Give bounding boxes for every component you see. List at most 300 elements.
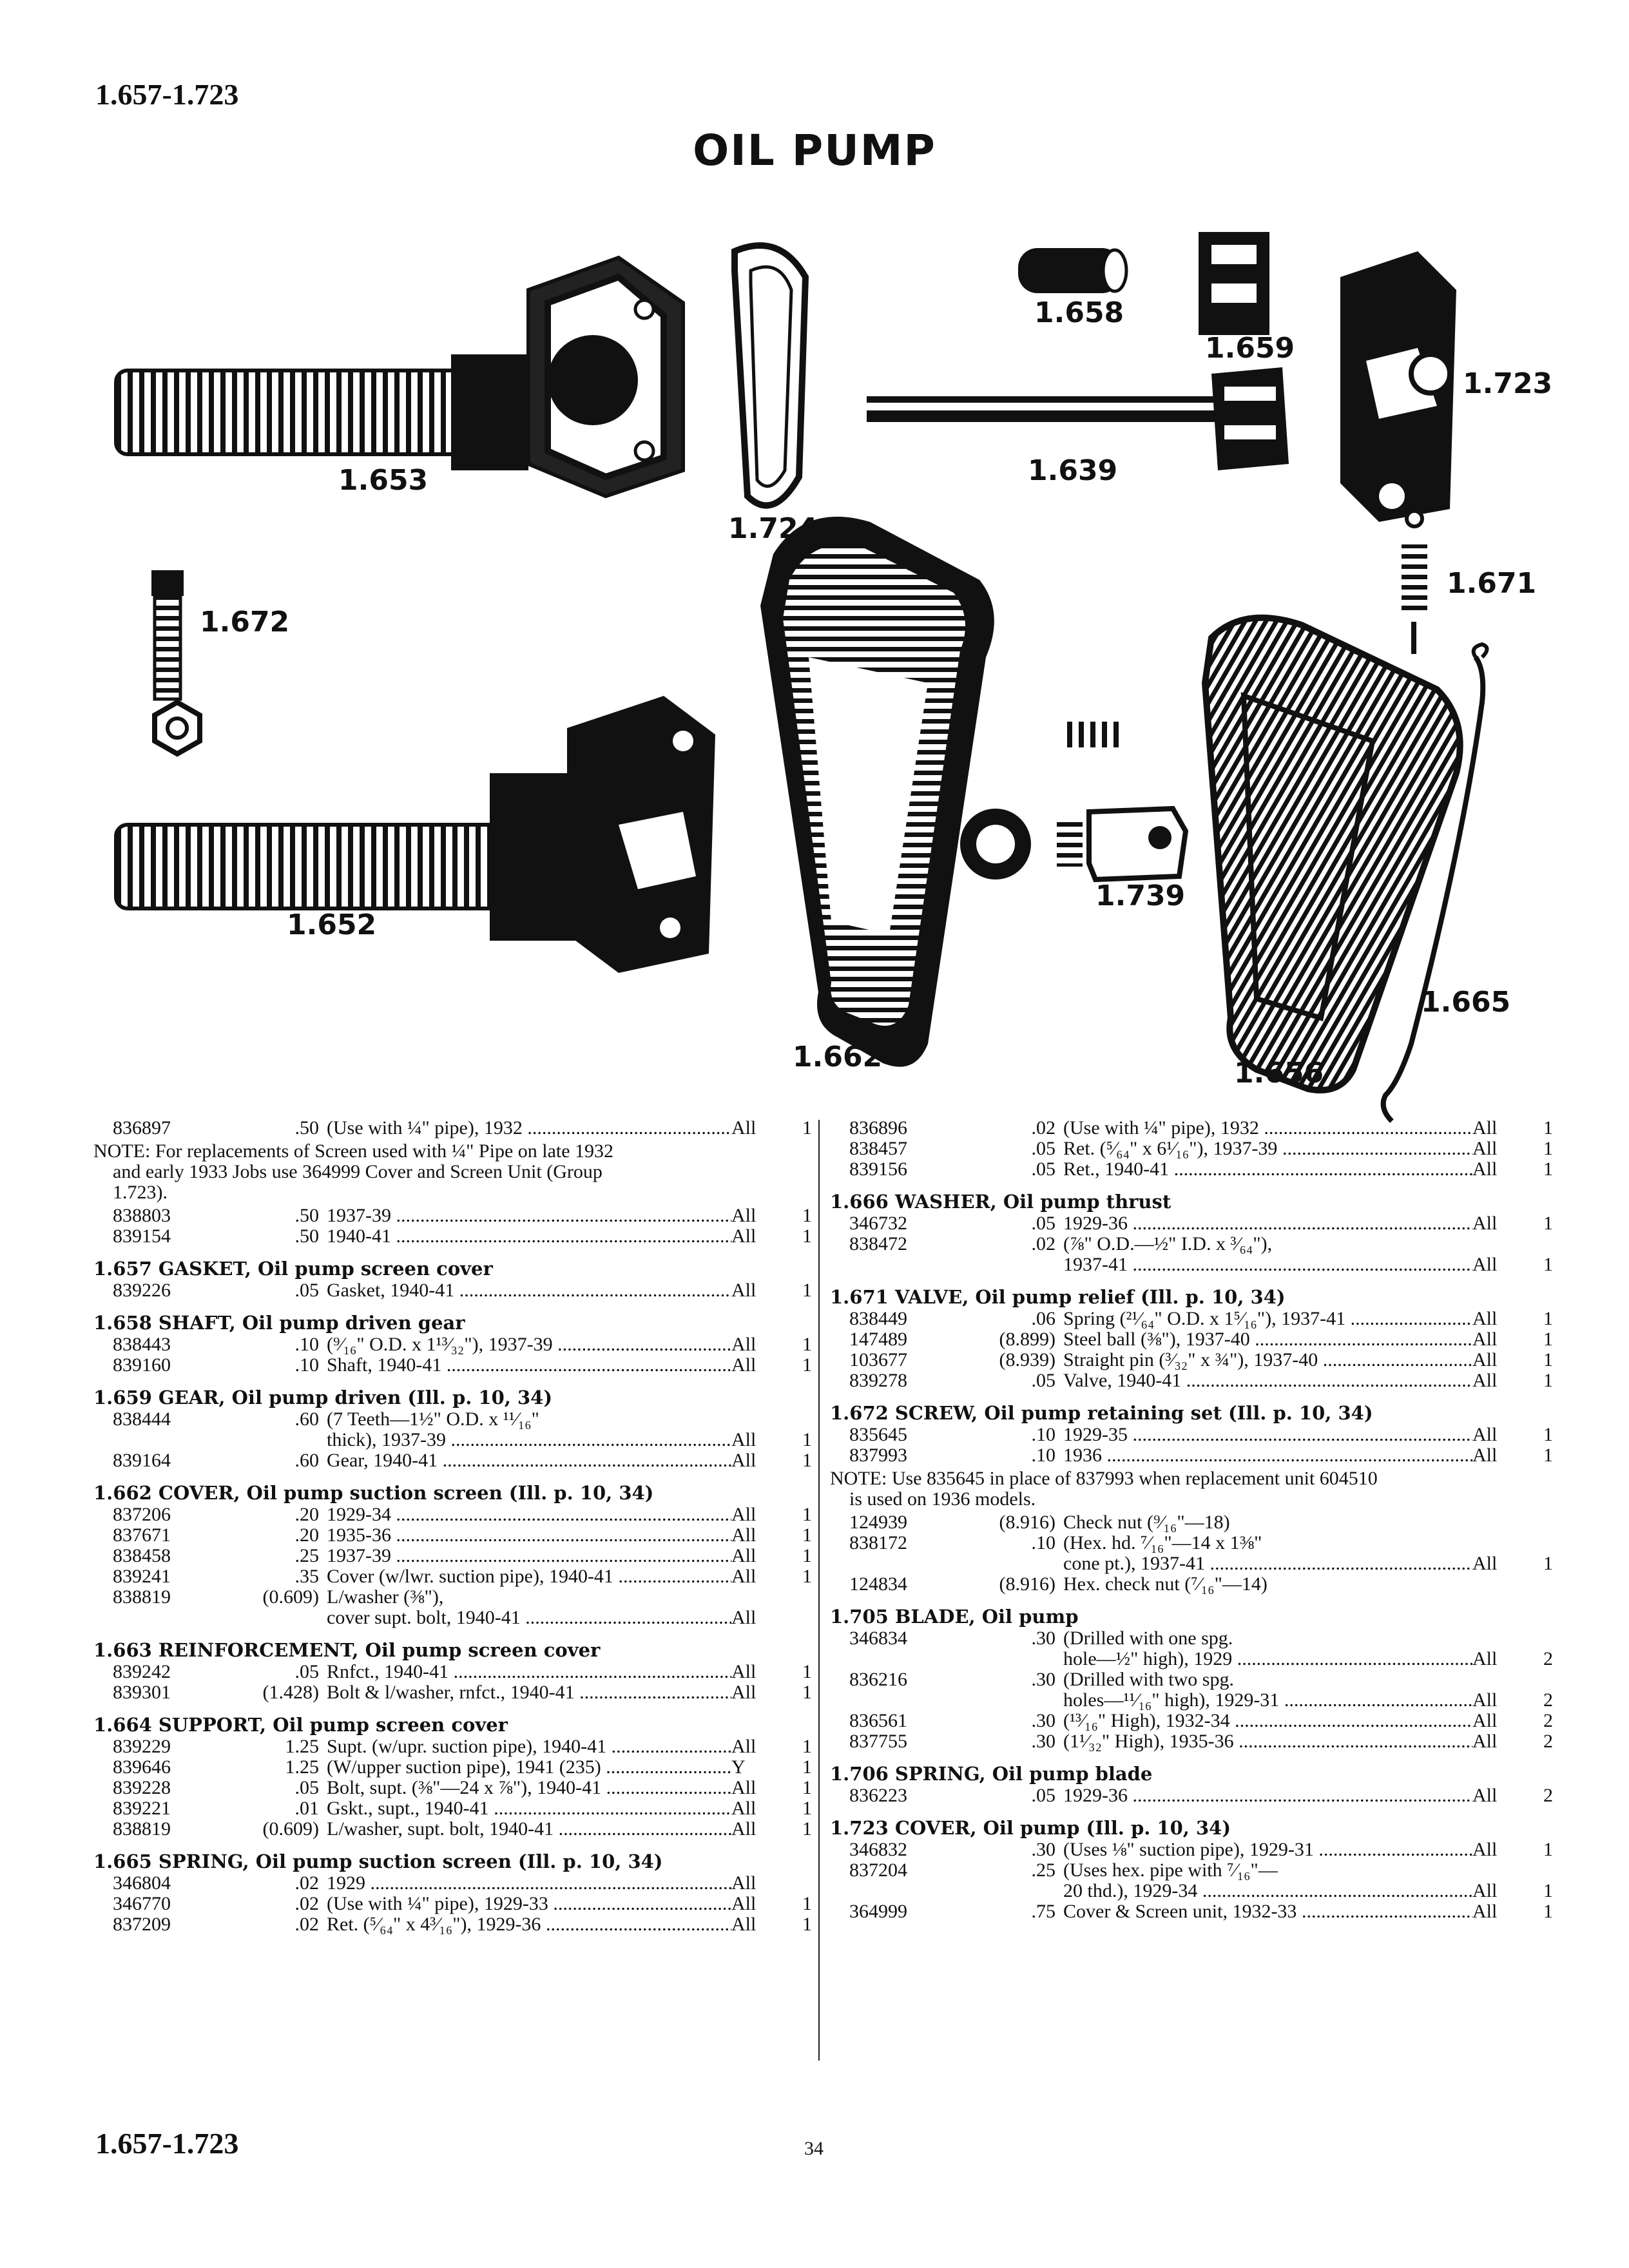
left-top-rows bbox=[93, 1118, 812, 1139]
label-1665: 1.665 bbox=[1421, 986, 1511, 1019]
quantity bbox=[1527, 1512, 1553, 1533]
part-row bbox=[830, 1711, 1553, 1731]
price: .30 bbox=[1031, 1839, 1055, 1860]
model: All bbox=[1472, 1731, 1498, 1752]
model: All bbox=[731, 1225, 757, 1247]
quantity: 2 bbox=[1543, 1785, 1553, 1806]
description: 20 thd.), 1929-34 ..... bbox=[1063, 1881, 1472, 1901]
price: .30 bbox=[1031, 1628, 1055, 1649]
part-number: 124939 bbox=[849, 1512, 907, 1533]
quantity: 1 bbox=[802, 1736, 812, 1757]
price: .75 bbox=[1031, 1901, 1055, 1922]
part-row bbox=[93, 1894, 812, 1914]
part-row bbox=[93, 1608, 812, 1628]
part-row bbox=[93, 1778, 812, 1798]
price: .05 bbox=[1031, 1158, 1055, 1180]
model: All bbox=[1472, 1689, 1498, 1711]
price: .06 bbox=[1031, 1308, 1055, 1329]
part-1653-pump-body bbox=[116, 258, 683, 496]
quantity: 1 bbox=[1543, 1553, 1553, 1574]
part-number bbox=[830, 1649, 978, 1669]
page-range-header: 1.657-1.723 bbox=[95, 78, 239, 111]
part-row bbox=[830, 1329, 1553, 1350]
description: cone pt.), 1937-41 ..... bbox=[1063, 1553, 1472, 1574]
quantity: 2 bbox=[1543, 1648, 1553, 1669]
price bbox=[978, 1553, 1063, 1574]
price: (8.899) bbox=[999, 1329, 1055, 1350]
description: Cover (w/lwr. suction pipe), 1940-41 ..... bbox=[327, 1566, 731, 1587]
model bbox=[731, 1587, 786, 1608]
part-row bbox=[830, 1139, 1553, 1159]
price: .05 bbox=[294, 1280, 319, 1301]
description: Shaft, 1940-41 ..... bbox=[327, 1355, 731, 1376]
label-1658: 1.658 bbox=[1034, 296, 1124, 329]
right-sections-b bbox=[830, 1606, 1553, 1922]
model: All bbox=[1472, 1424, 1498, 1445]
model: All bbox=[731, 1798, 757, 1819]
quantity bbox=[786, 1587, 812, 1608]
group-heading: 1.705 BLADE, Oil pump bbox=[830, 1606, 1079, 1628]
description: 1936 ..... bbox=[1063, 1445, 1472, 1466]
quantity bbox=[1527, 1574, 1553, 1595]
quantity: 1 bbox=[802, 1566, 812, 1587]
label-1672: 1.672 bbox=[200, 606, 290, 639]
group-heading: 1.665 SPRING, Oil pump suction screen (Ill. p. 10, 34) bbox=[93, 1850, 663, 1872]
description: (W/upper suction pipe), 1941 (235) ..... bbox=[327, 1757, 731, 1778]
model: All bbox=[1472, 1329, 1498, 1350]
description: L/washer (⅜"), bbox=[327, 1587, 444, 1608]
part-number: 838472 bbox=[849, 1233, 907, 1254]
description: thick), 1937-39 ..... bbox=[327, 1430, 731, 1450]
model: All bbox=[731, 1607, 757, 1628]
description: 1937-39 ..... bbox=[327, 1206, 731, 1226]
part-group bbox=[830, 1763, 1553, 1806]
part-row bbox=[830, 1254, 1553, 1275]
part-row bbox=[93, 1525, 812, 1546]
label-1739: 1.739 bbox=[1095, 879, 1186, 912]
group-heading: 1.672 SCREW, Oil pump retaining set (Ill. p. 10, 34) bbox=[830, 1402, 1373, 1424]
part-group bbox=[93, 1851, 812, 1935]
price: .05 bbox=[294, 1777, 319, 1798]
model: All bbox=[1472, 1445, 1498, 1466]
part-number: 837755 bbox=[849, 1731, 907, 1752]
price: (0.609) bbox=[262, 1818, 319, 1840]
model bbox=[1472, 1574, 1527, 1595]
price: .02 bbox=[294, 1893, 319, 1914]
part-group bbox=[93, 1312, 812, 1376]
part-1658-shaft bbox=[1018, 248, 1126, 293]
quantity: 1 bbox=[802, 1798, 812, 1819]
quantity bbox=[786, 1409, 812, 1430]
quantity: 1 bbox=[1543, 1117, 1553, 1139]
part-row bbox=[830, 1425, 1553, 1445]
description: (Drilled with two spg. bbox=[1063, 1669, 1234, 1690]
part-row bbox=[830, 1350, 1553, 1370]
part-number: 838172 bbox=[849, 1532, 907, 1553]
part-row bbox=[830, 1533, 1553, 1553]
part-row bbox=[830, 1213, 1553, 1234]
part-number: 838449 bbox=[849, 1308, 907, 1329]
model: All bbox=[731, 1893, 757, 1914]
model: All bbox=[731, 1205, 757, 1226]
model: All bbox=[731, 1661, 757, 1682]
page-range-footer: 1.657-1.723 bbox=[95, 2127, 239, 2160]
description: 1937-39 ..... bbox=[327, 1546, 731, 1566]
part-number: 839646 bbox=[113, 1756, 171, 1778]
price: .50 bbox=[294, 1117, 319, 1139]
description: (Uses ⅛" suction pipe), 1929-31 ..... bbox=[1063, 1840, 1472, 1860]
part-number: 837209 bbox=[113, 1914, 171, 1935]
part-1659-gear bbox=[1199, 232, 1269, 335]
description: Rnfct., 1940-41 ..... bbox=[327, 1662, 731, 1682]
quantity: 1 bbox=[1543, 1254, 1553, 1275]
model bbox=[1472, 1860, 1527, 1881]
group-heading: 1.657 GASKET, Oil pump screen cover bbox=[93, 1258, 493, 1280]
right-top-rows bbox=[830, 1118, 1553, 1180]
price: .02 bbox=[294, 1872, 319, 1894]
model: All bbox=[1472, 1254, 1498, 1275]
exploded-view-illustration bbox=[0, 193, 1629, 1134]
part-number: 103677 bbox=[849, 1349, 907, 1370]
part-number: 839221 bbox=[113, 1798, 171, 1819]
quantity: 1 bbox=[802, 1450, 812, 1471]
part-number: 837993 bbox=[849, 1445, 907, 1466]
part-1672-screw bbox=[151, 570, 184, 699]
quantity bbox=[786, 1608, 812, 1628]
part-row bbox=[93, 1355, 812, 1376]
price: .35 bbox=[294, 1566, 319, 1587]
price bbox=[978, 1690, 1063, 1711]
price: .05 bbox=[294, 1661, 319, 1682]
part-number: 836223 bbox=[849, 1785, 907, 1806]
price: (8.916) bbox=[999, 1512, 1055, 1533]
note-retaining-screw bbox=[830, 1468, 1553, 1510]
price: .30 bbox=[1031, 1731, 1055, 1752]
quantity bbox=[1527, 1234, 1553, 1254]
part-number: 838819 bbox=[113, 1818, 171, 1840]
page-number: 34 bbox=[804, 2138, 824, 2159]
description: Steel ball (⅜"), 1937-40 ..... bbox=[1063, 1329, 1472, 1350]
price: .60 bbox=[294, 1408, 319, 1430]
price: .30 bbox=[1031, 1710, 1055, 1731]
part-number: 346832 bbox=[849, 1839, 907, 1860]
quantity: 1 bbox=[802, 1777, 812, 1798]
label-1639: 1.639 bbox=[1028, 454, 1118, 487]
quantity: 1 bbox=[1543, 1424, 1553, 1445]
part-number: 839278 bbox=[849, 1370, 907, 1391]
price: .02 bbox=[1031, 1233, 1055, 1254]
description: Straight pin (³⁄₃₂" x ¾"), 1937-40 ..... bbox=[1063, 1350, 1472, 1370]
part-group bbox=[830, 1403, 1553, 1466]
part-number: 839301 bbox=[113, 1682, 171, 1703]
description: Check nut (⁹⁄₁₆"—18) bbox=[1063, 1512, 1230, 1533]
model: All bbox=[731, 1450, 757, 1471]
part-row bbox=[93, 1504, 812, 1525]
quantity bbox=[1527, 1628, 1553, 1649]
quantity: 1 bbox=[1543, 1329, 1553, 1350]
part-row bbox=[93, 1118, 812, 1139]
part-number: 346834 bbox=[849, 1628, 907, 1649]
quantity: 1 bbox=[1543, 1445, 1553, 1466]
part-row bbox=[830, 1628, 1553, 1649]
description: 1929-34 ..... bbox=[327, 1504, 731, 1525]
part-row bbox=[93, 1587, 812, 1608]
description: (Use with ¼" pipe), 1932 ..... bbox=[327, 1118, 731, 1139]
price bbox=[242, 1430, 327, 1450]
part-group bbox=[93, 1387, 812, 1471]
description: L/washer, supt. bolt, 1940-41 ..... bbox=[327, 1819, 731, 1840]
part-row bbox=[93, 1334, 812, 1355]
part-number: 838457 bbox=[849, 1138, 907, 1159]
note-line: NOTE: For replacements of Screen used with ¼" Pipe on late 1932 bbox=[93, 1140, 614, 1162]
description: (Uses hex. pipe with ⁷⁄₁₆"— bbox=[1063, 1860, 1278, 1881]
note-line: 1.723). bbox=[113, 1182, 168, 1203]
quantity: 1 bbox=[802, 1756, 812, 1778]
label-1653: 1.653 bbox=[338, 464, 429, 497]
quantity: 1 bbox=[802, 1334, 812, 1355]
description: Valve, 1940-41 ..... bbox=[1063, 1370, 1472, 1391]
description: Ret. (⁵⁄₆₄" x 4³⁄₁₆"), 1929-36 ..... bbox=[327, 1914, 731, 1935]
price: .02 bbox=[1031, 1117, 1055, 1139]
part-row bbox=[93, 1566, 812, 1587]
label-1724: 1.724 bbox=[728, 512, 818, 545]
part-number bbox=[93, 1608, 242, 1628]
quantity: 1 bbox=[1543, 1880, 1553, 1901]
quantity: 2 bbox=[1543, 1710, 1553, 1731]
quantity: 1 bbox=[802, 1914, 812, 1935]
part-row bbox=[93, 1226, 812, 1247]
part-number: 839160 bbox=[113, 1354, 171, 1376]
part-row bbox=[93, 1736, 812, 1757]
part-row bbox=[830, 1118, 1553, 1139]
page-title: OIL PUMP bbox=[693, 126, 936, 175]
description: (⅞" O.D.—½" I.D. x ³⁄₆₄"), bbox=[1063, 1234, 1273, 1254]
part-number: 836216 bbox=[849, 1669, 907, 1690]
group-heading: 1.662 COVER, Oil pump suction screen (Ill. p. 10, 34) bbox=[93, 1482, 654, 1504]
part-row bbox=[830, 1669, 1553, 1690]
part-1662-screen-cover bbox=[760, 517, 994, 1067]
group-heading: 1.659 GEAR, Oil pump driven (Ill. p. 10, 34) bbox=[93, 1387, 553, 1408]
quantity: 1 bbox=[802, 1661, 812, 1682]
part-row bbox=[830, 1309, 1553, 1329]
price: (8.916) bbox=[999, 1573, 1055, 1595]
quantity: 1 bbox=[802, 1225, 812, 1247]
price: .25 bbox=[1031, 1860, 1055, 1881]
part-number: 147489 bbox=[849, 1329, 907, 1350]
part-number bbox=[830, 1881, 978, 1901]
price: .05 bbox=[1031, 1785, 1055, 1806]
price: .10 bbox=[1031, 1424, 1055, 1445]
model: All bbox=[731, 1736, 757, 1757]
model bbox=[731, 1409, 786, 1430]
description: Supt. (w/upr. suction pipe), 1940-41 ..... bbox=[327, 1736, 731, 1757]
part-group bbox=[93, 1483, 812, 1628]
quantity: 1 bbox=[802, 1893, 812, 1914]
part-number: 364999 bbox=[849, 1901, 907, 1922]
description: 1929 ..... bbox=[327, 1873, 731, 1894]
model: All bbox=[731, 1429, 757, 1450]
column-divider bbox=[818, 1120, 820, 2061]
part-row bbox=[93, 1546, 812, 1566]
note-screen-replacement bbox=[93, 1141, 812, 1203]
part-number bbox=[830, 1690, 978, 1711]
quantity: 1 bbox=[802, 1429, 812, 1450]
part-row bbox=[830, 1901, 1553, 1922]
part-row bbox=[93, 1873, 812, 1894]
part-number bbox=[830, 1553, 978, 1574]
model: Y bbox=[731, 1756, 746, 1778]
part-number: 838819 bbox=[113, 1586, 171, 1608]
parts-list-left bbox=[93, 1118, 812, 1935]
price: .20 bbox=[294, 1524, 319, 1546]
part-number: 346770 bbox=[113, 1893, 171, 1914]
price: 1.25 bbox=[285, 1736, 319, 1757]
part-number: 839156 bbox=[849, 1158, 907, 1180]
model: All bbox=[731, 1682, 757, 1703]
part-row bbox=[93, 1819, 812, 1840]
quantity bbox=[1527, 1533, 1553, 1553]
part-group bbox=[830, 1606, 1553, 1752]
quantity bbox=[1527, 1860, 1553, 1881]
group-heading: 1.663 REINFORCEMENT, Oil pump screen cover bbox=[93, 1639, 601, 1661]
part-row bbox=[830, 1445, 1553, 1466]
quantity: 1 bbox=[802, 1205, 812, 1226]
description: 1940-41 ..... bbox=[327, 1226, 731, 1247]
part-hex-nut bbox=[155, 702, 200, 754]
quantity: 1 bbox=[1543, 1839, 1553, 1860]
model: All bbox=[1472, 1370, 1498, 1391]
description: Gear, 1940-41 ..... bbox=[327, 1450, 731, 1471]
part-number: 839242 bbox=[113, 1661, 171, 1682]
model: All bbox=[1472, 1901, 1498, 1922]
quantity: 1 bbox=[802, 1682, 812, 1703]
part-1671-relief-valve bbox=[1402, 511, 1427, 654]
description: (¹³⁄₁₆" High), 1932-34 ..... bbox=[1063, 1711, 1472, 1731]
quantity: 1 bbox=[802, 1354, 812, 1376]
model bbox=[1472, 1669, 1527, 1690]
part-number: 838443 bbox=[113, 1334, 171, 1355]
price: .05 bbox=[1031, 1138, 1055, 1159]
part-row bbox=[93, 1430, 812, 1450]
model: All bbox=[731, 1545, 757, 1566]
part-number: 836896 bbox=[849, 1117, 907, 1139]
group-heading: 1.664 SUPPORT, Oil pump screen cover bbox=[93, 1714, 508, 1736]
model: All bbox=[1472, 1839, 1498, 1860]
left-sections bbox=[93, 1258, 812, 1935]
part-number: 839154 bbox=[113, 1225, 171, 1247]
part-row bbox=[830, 1159, 1553, 1180]
description: cover supt. bolt, 1940-41 ..... bbox=[327, 1608, 731, 1628]
model bbox=[1472, 1512, 1527, 1533]
group-heading: 1.658 SHAFT, Oil pump driven gear bbox=[93, 1312, 465, 1334]
quantity: 1 bbox=[802, 1524, 812, 1546]
right-note-rows bbox=[830, 1512, 1553, 1595]
part-row bbox=[830, 1512, 1553, 1533]
quantity: 1 bbox=[1543, 1308, 1553, 1329]
part-group bbox=[830, 1191, 1553, 1275]
description: (Use with ¼" pipe), 1932 ..... bbox=[1063, 1118, 1472, 1139]
quantity: 1 bbox=[1543, 1158, 1553, 1180]
part-number: 839164 bbox=[113, 1450, 171, 1471]
part-row bbox=[93, 1409, 812, 1430]
part-number: 838458 bbox=[113, 1545, 171, 1566]
description: Gasket, 1940-41 ..... bbox=[327, 1280, 731, 1301]
price: .30 bbox=[1031, 1669, 1055, 1690]
model: All bbox=[1472, 1710, 1498, 1731]
part-row bbox=[93, 1914, 812, 1935]
part-number: 124834 bbox=[849, 1573, 907, 1595]
parts-list-right bbox=[830, 1118, 1553, 1922]
price: .60 bbox=[294, 1450, 319, 1471]
part-number: 837671 bbox=[113, 1524, 171, 1546]
quantity: 1 bbox=[1543, 1370, 1553, 1391]
part-row bbox=[830, 1840, 1553, 1860]
quantity bbox=[1527, 1669, 1553, 1690]
quantity: 2 bbox=[1543, 1731, 1553, 1752]
model: All bbox=[1472, 1138, 1498, 1159]
price: .10 bbox=[294, 1354, 319, 1376]
part-row bbox=[830, 1574, 1553, 1595]
description: 1929-35 ..... bbox=[1063, 1425, 1472, 1445]
group-heading: 1.723 COVER, Oil pump (Ill. p. 10, 34) bbox=[830, 1817, 1231, 1839]
part-number: 839226 bbox=[113, 1280, 171, 1301]
description: (Use with ¼" pipe), 1929-33 ..... bbox=[327, 1894, 731, 1914]
part-number: 835645 bbox=[849, 1424, 907, 1445]
model: All bbox=[731, 1117, 757, 1139]
model: All bbox=[731, 1872, 757, 1894]
part-1656-screen bbox=[1205, 618, 1460, 1090]
description: hole—½" high), 1929 ..... bbox=[1063, 1649, 1472, 1669]
group-heading: 1.706 SPRING, Oil pump blade bbox=[830, 1763, 1153, 1785]
description: Bolt, supt. (⅜"—24 x ⅞"), 1940-41 ..... bbox=[327, 1778, 731, 1798]
price: .10 bbox=[294, 1334, 319, 1355]
part-row bbox=[93, 1206, 812, 1226]
left-mid-rows bbox=[93, 1206, 812, 1247]
description: Spring (²¹⁄₆₄" O.D. x 1⁵⁄₁₆"), 1937-41 ..... bbox=[1063, 1309, 1472, 1329]
model: All bbox=[731, 1354, 757, 1376]
part-group bbox=[93, 1640, 812, 1703]
price bbox=[978, 1649, 1063, 1669]
part-number: 346804 bbox=[113, 1872, 171, 1894]
quantity: 1 bbox=[802, 1504, 812, 1525]
model: All bbox=[731, 1818, 757, 1840]
part-row bbox=[93, 1757, 812, 1778]
description: (Hex. hd. ⁷⁄₁₆"—14 x 1⅜" bbox=[1063, 1533, 1262, 1553]
part-row bbox=[830, 1234, 1553, 1254]
quantity: 1 bbox=[802, 1818, 812, 1840]
description: Ret. (⁵⁄₆₄" x 6¹⁄₁₆"), 1937-39 ..... bbox=[1063, 1139, 1472, 1159]
model: All bbox=[1472, 1308, 1498, 1329]
description: 1935-36 ..... bbox=[327, 1525, 731, 1546]
note-line: NOTE: Use 835645 in place of 837993 when replacement unit 604510 bbox=[830, 1468, 1378, 1489]
model: All bbox=[731, 1504, 757, 1525]
part-number: 838803 bbox=[113, 1205, 171, 1226]
description: Cover & Screen unit, 1932-33 ..... bbox=[1063, 1901, 1472, 1922]
quantity: 1 bbox=[802, 1280, 812, 1301]
model bbox=[1472, 1628, 1527, 1649]
part-row bbox=[830, 1690, 1553, 1711]
model: All bbox=[731, 1334, 757, 1355]
description: Ret., 1940-41 ..... bbox=[1063, 1159, 1472, 1180]
price: 1.25 bbox=[285, 1756, 319, 1778]
part-group bbox=[830, 1287, 1553, 1391]
price bbox=[242, 1608, 327, 1628]
price: .50 bbox=[294, 1205, 319, 1226]
description: holes—¹¹⁄₁₆" high), 1929-31 ..... bbox=[1063, 1690, 1472, 1711]
label-1652: 1.652 bbox=[287, 908, 377, 941]
description: 1937-41 ..... bbox=[1063, 1254, 1472, 1275]
price: .20 bbox=[294, 1504, 319, 1525]
